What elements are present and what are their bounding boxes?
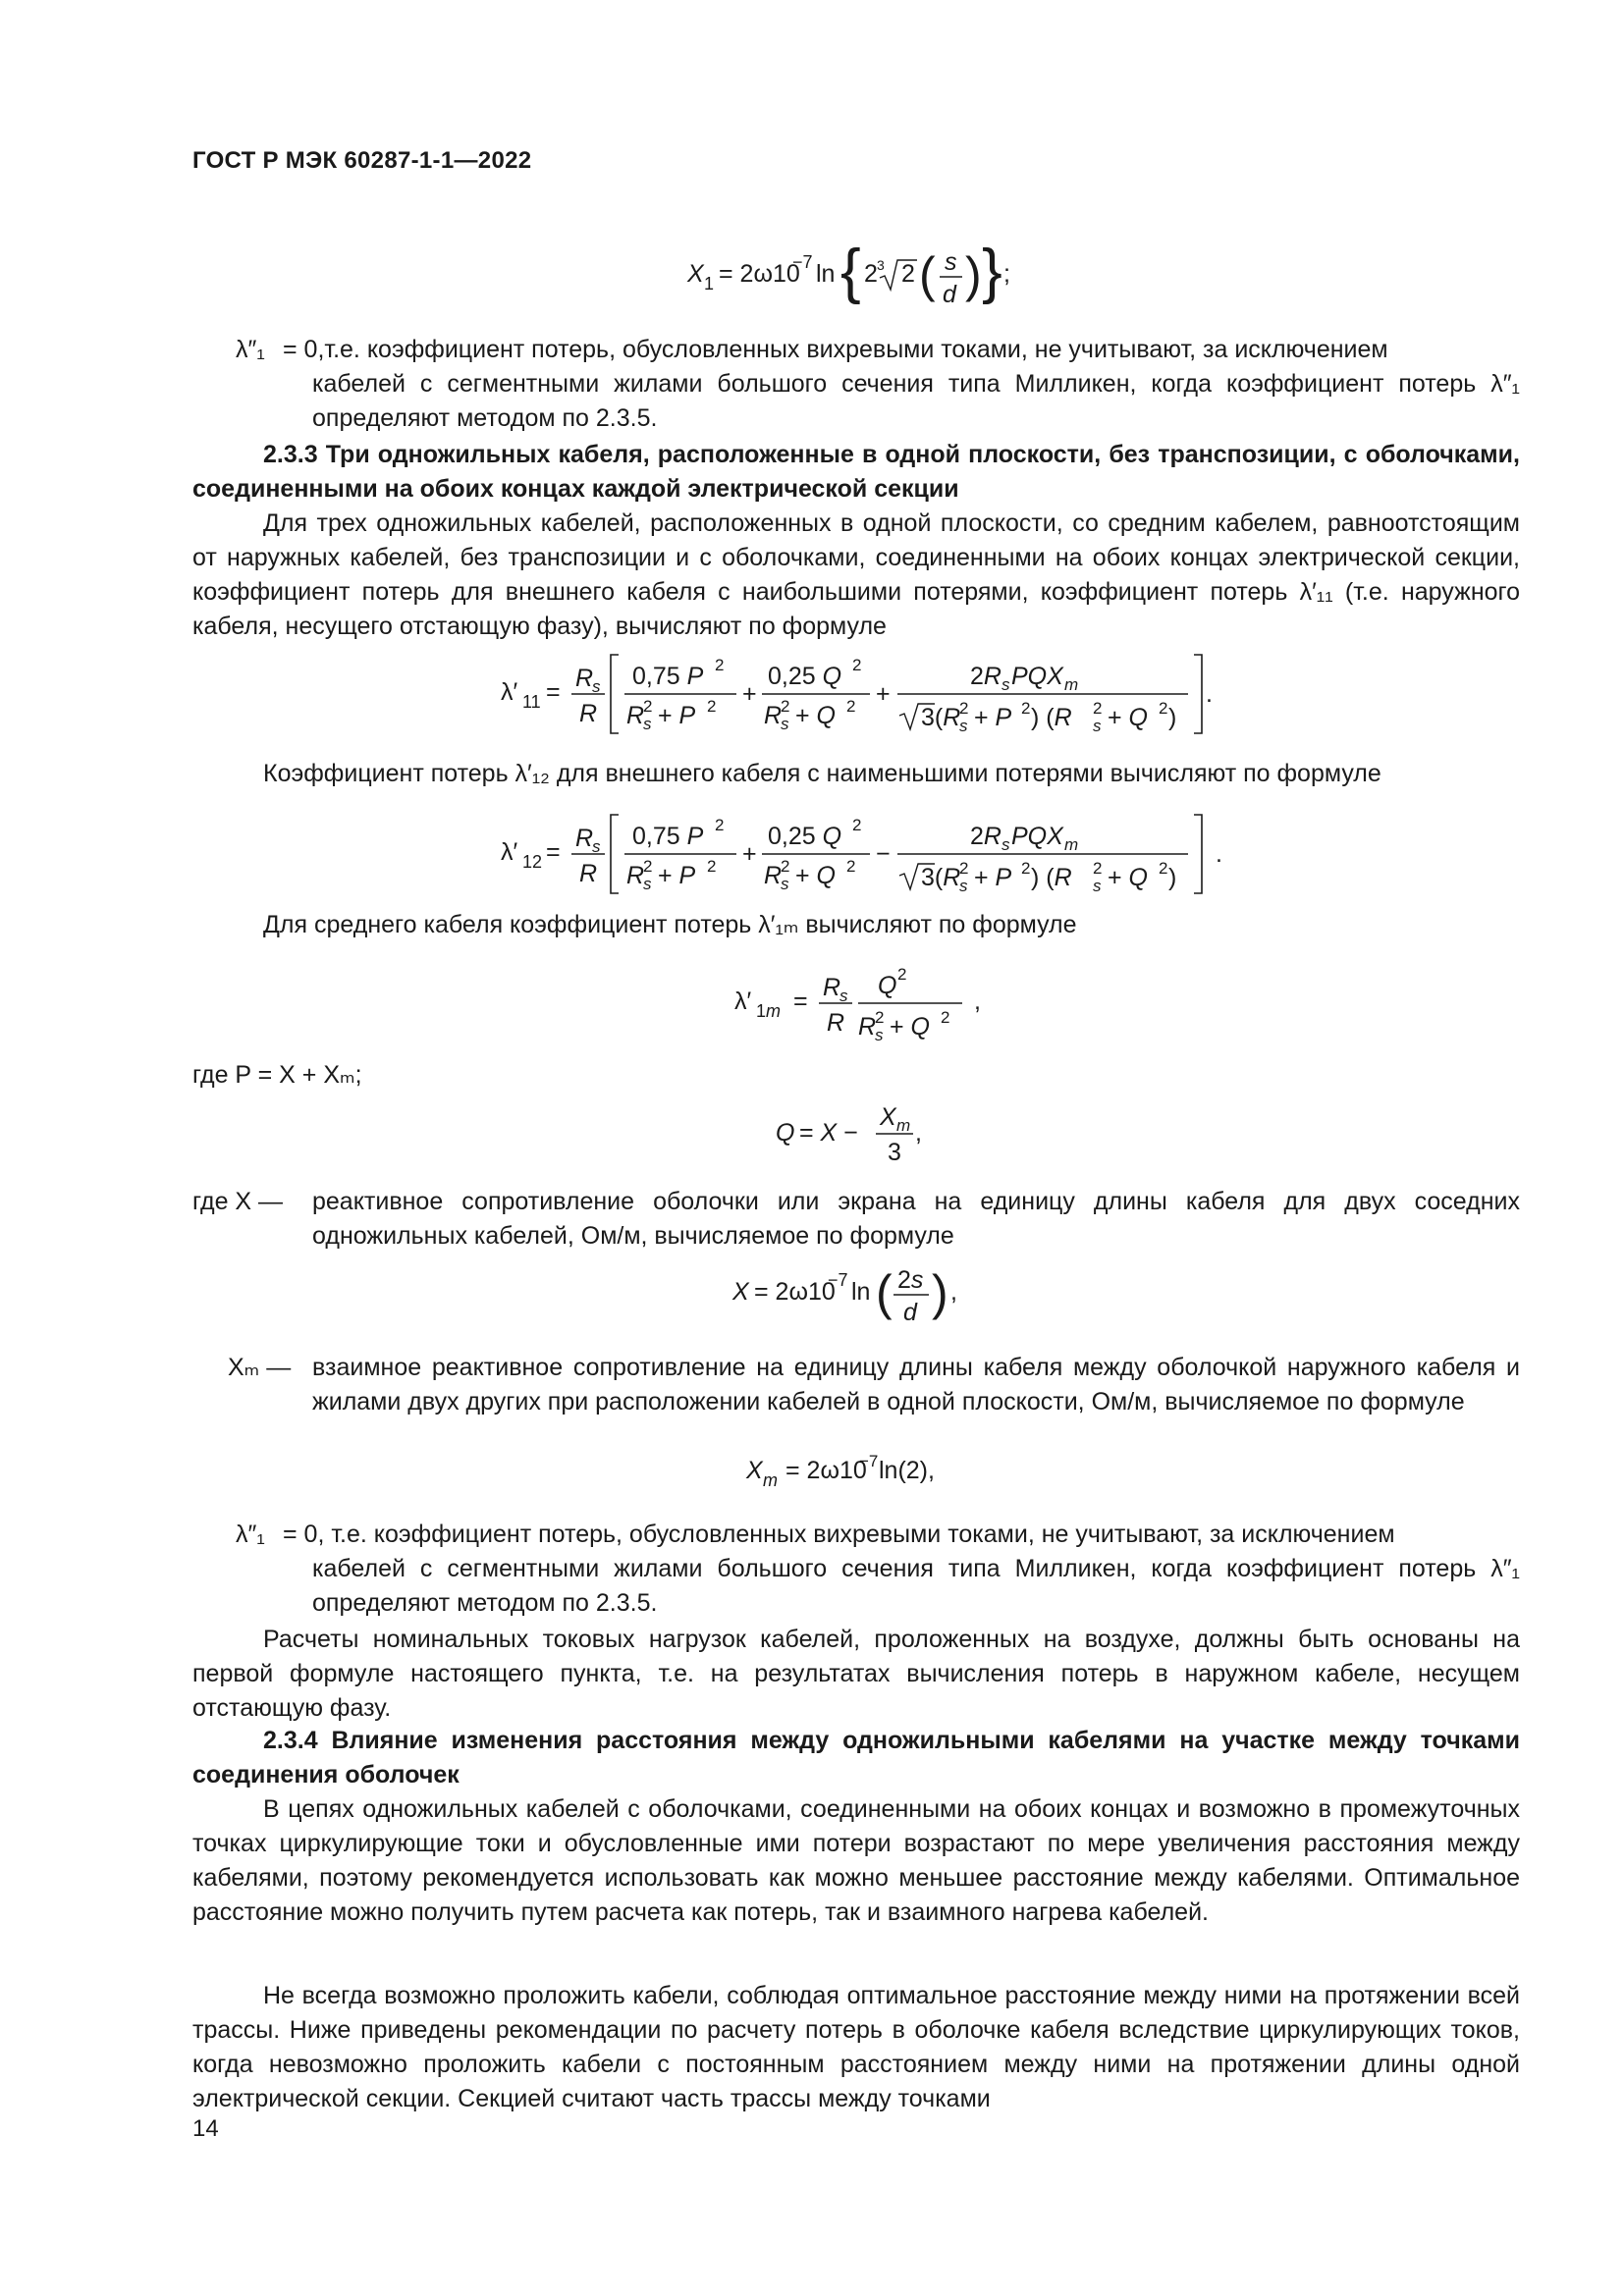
xm-text: взаимное реактивное сопротивление на единицу длины кабеля между оболочкой наружного кабеля и жилами двух других при расположении кабелей в одной плоскости, Ом/м, вычисляемое по формуле: [312, 1354, 1520, 1415]
svg-text:m: m: [763, 1470, 778, 1490]
svg-text:3: 3: [877, 257, 885, 273]
svg-text:2: 2: [941, 1008, 950, 1027]
svg-text:2: 2: [959, 859, 969, 878]
svg-text:R: R: [858, 1013, 877, 1041]
svg-text:,: ,: [950, 1278, 957, 1306]
svg-text:11: 11: [522, 692, 541, 712]
svg-text:): ): [1168, 704, 1177, 731]
svg-text:R: R: [823, 974, 841, 1001]
svg-text:PQX: PQX: [1011, 663, 1063, 690]
svg-text:s: s: [1001, 835, 1010, 854]
svg-text:=: =: [546, 838, 561, 866]
svg-text:3(R: 3(R: [921, 864, 961, 891]
svg-text:(: (: [876, 1265, 893, 1320]
svg-text:m: m: [1064, 835, 1079, 854]
svg-text:+ Q: + Q: [890, 1013, 930, 1041]
lambda1-para-a-line1: = 0,т.е. коэффициент потерь, обусловленных вихревыми токами, не учитывают, за исключением: [283, 336, 1388, 363]
svg-text:2: 2: [715, 656, 725, 674]
formula-x: [732, 1249, 988, 1337]
svg-text:s: s: [781, 875, 789, 893]
svg-text:): ): [932, 1265, 948, 1320]
svg-text:s: s: [643, 875, 652, 893]
svg-text:) (R: ) (R: [1031, 704, 1072, 731]
svg-text:λ′: λ′: [501, 678, 518, 706]
svg-text:2: 2: [781, 857, 790, 876]
svg-text:2: 2: [707, 857, 717, 876]
svg-text:s: s: [1001, 675, 1010, 694]
paragraph-234a: В цепях одножильных кабелей с оболочками, соединенными на обоих концах и возможно в промежуточных точках циркулирующие токи и обусловленные ими потери возрастают по мере увеличения расстояния между кабелями, поэтому рекомендуется использовать как можно меньшее расстояние между кабелями. Оптимальное расстояние можно получить путем расчета как потерь, так и взаимного нагрева кабелей.: [192, 1795, 1520, 1926]
svg-text:λ′: λ′: [734, 988, 752, 1015]
svg-text:) (R: ) (R: [1031, 864, 1072, 891]
svg-text:2: 2: [1093, 699, 1103, 718]
svg-text:s: s: [839, 987, 848, 1005]
svg-text:PQX: PQX: [1011, 823, 1063, 850]
svg-text:Q: Q: [776, 1119, 795, 1147]
svg-text:.: .: [1206, 680, 1213, 708]
svg-text:{: {: [840, 238, 861, 305]
paragraph-lambda1m: Для среднего кабеля коэффициент потерь λ′₁ₘ вычисляют по формуле: [263, 911, 1077, 938]
svg-text:R: R: [764, 862, 783, 889]
svg-text:s: s: [1093, 877, 1102, 895]
svg-text:R: R: [764, 702, 783, 729]
svg-text:1m: 1m: [756, 1001, 782, 1021]
svg-text:2: 2: [852, 656, 862, 674]
svg-text:2: 2: [897, 965, 907, 984]
svg-text:}: }: [982, 238, 1002, 305]
svg-text:2R: 2R: [970, 823, 1001, 850]
svg-text:R: R: [626, 702, 645, 729]
svg-text:2: 2: [1021, 699, 1031, 718]
svg-text:X: X: [880, 1103, 896, 1131]
svg-text:+ P: + P: [974, 704, 1012, 731]
svg-text:= 2ω10: = 2ω10: [785, 1457, 867, 1484]
svg-text:−7: −7: [828, 1270, 848, 1290]
where-x-label: где X —: [192, 1188, 284, 1215]
svg-text:+ Q: + Q: [1108, 864, 1148, 891]
page-number: 14: [192, 2115, 219, 2142]
svg-text:+: +: [742, 680, 757, 708]
svg-text:12: 12: [522, 852, 543, 872]
svg-text:+ P: + P: [974, 864, 1012, 891]
svg-text:,: ,: [974, 988, 981, 1015]
svg-text:+ P: + P: [658, 702, 696, 729]
where-x-text: реактивное сопротивление оболочки или экрана на единицу длины кабеля для двух соседних одножильных кабелей, Ом/м, вычисляемое по формуле: [312, 1188, 1520, 1250]
svg-text:2: 2: [707, 697, 717, 716]
formula-lambda1m: [734, 952, 990, 1050]
svg-text:2: 2: [959, 699, 969, 718]
svg-text:): ): [965, 247, 982, 302]
svg-text:Q: Q: [878, 972, 897, 999]
svg-text:2: 2: [846, 857, 856, 876]
svg-text:+ Q: + Q: [795, 702, 836, 729]
svg-text:2: 2: [781, 697, 790, 716]
svg-text:;: ;: [1003, 260, 1010, 288]
section-233-heading: 2.3.3 Три одножильных кабеля, расположенные в одной плоскости, без транспозиции, с оболочками, соединенными на обоих концах каждой электрической секции: [192, 441, 1520, 503]
lambda1-symbol-b: λ″₁: [236, 1521, 265, 1548]
svg-text:s: s: [643, 715, 652, 733]
svg-text:m: m: [896, 1116, 911, 1135]
paragraph-233: Для трех одножильных кабелей, расположенных в одной плоскости, со средним кабелем, равноотстоящим от наружных кабелей, без транспозиции и с оболочками, соединенными на обоих концах электрической секции, коэффициент потерь для внешнего кабеля с наибольшими потерями, коэффициент потерь λ′₁₁ (т.е. наружного кабеля, несущего отстающую фазу), вычисляют по формуле: [192, 509, 1520, 640]
svg-text:2: 2: [1159, 859, 1168, 878]
svg-text:0,25 Q: 0,25 Q: [768, 823, 842, 850]
formula-xm: [746, 1453, 1001, 1502]
paragraph-ratings: Расчеты номинальных токовых нагрузок кабелей, проложенных на воздухе, должны быть основаны на первой формуле настоящего пункта, т.е. на результатах вычисления потерь в наружном кабеле, несущем отстающую фазу.: [192, 1626, 1520, 1722]
svg-text:= 2ω10: = 2ω10: [754, 1278, 836, 1306]
svg-text:s: s: [875, 1026, 884, 1044]
svg-text:.: .: [1216, 840, 1222, 868]
svg-text:−: −: [876, 840, 891, 868]
svg-text:s: s: [781, 715, 789, 733]
svg-text:2: 2: [901, 260, 915, 288]
svg-text:X: X: [746, 1457, 763, 1484]
svg-text:,: ,: [915, 1119, 922, 1147]
svg-text:λ′: λ′: [501, 838, 518, 866]
lambda1-symbol-a: λ″₁: [236, 336, 265, 363]
formula-q: [776, 1090, 952, 1178]
lambda1-para-a-rest: кабелей с сегментными жилами большого сечения типа Милликен, когда коэффициент потерь λ″₁ определяют методом по 2.3.5.: [312, 370, 1520, 432]
svg-text:2: 2: [1093, 859, 1103, 878]
svg-text:s: s: [959, 717, 968, 735]
section-234-heading: 2.3.4 Влияние изменения расстояния между одножильными кабелями на участке между точками соединения оболочек: [192, 1727, 1520, 1789]
svg-text:ln: ln: [851, 1278, 871, 1306]
lambda1-para-b-line1: = 0, т.е. коэффициент потерь, обусловленных вихревыми токами, не учитывают, за исключением: [283, 1521, 1395, 1548]
svg-text:−7: −7: [859, 1452, 879, 1470]
svg-text:R: R: [579, 700, 598, 727]
svg-text:R: R: [575, 665, 594, 692]
paragraph-234b: Не всегда возможно проложить кабели, соблюдая оптимальное расстояние между ними на протяжении всей трассы. Ниже приведены рекомендации по расчету потерь в оболочке кабеля вследствие циркулирующих токов, когда невозможно проложить кабели с постоянным расстоянием между ними на протяжении длины одной электрической секции. Секцией считают часть трассы между точками: [192, 1982, 1520, 2112]
svg-text:R: R: [579, 860, 598, 887]
svg-text:−7: −7: [792, 252, 813, 272]
svg-text:X: X: [732, 1278, 749, 1306]
svg-text:ln: ln: [816, 260, 836, 288]
svg-text:X: X: [687, 260, 704, 288]
svg-text:2s: 2s: [897, 1266, 924, 1294]
svg-text:s: s: [945, 248, 957, 276]
standard-header: ГОСТ Р МЭК 60287-1-1—2022: [192, 147, 532, 174]
svg-text:R: R: [626, 862, 645, 889]
svg-text:2R: 2R: [970, 663, 1001, 690]
svg-text:=: =: [793, 988, 808, 1015]
svg-text:R: R: [827, 1009, 845, 1037]
svg-text:m: m: [1064, 675, 1079, 694]
paragraph-lambda12: Коэффициент потерь λ′₁₂ для внешнего кабеля с наименьшими потерями вычисляют по формуле: [263, 760, 1381, 787]
formula-lambda12: [501, 803, 1237, 901]
svg-text:d: d: [903, 1299, 917, 1326]
svg-text:3(R: 3(R: [921, 704, 961, 731]
svg-text:d: d: [943, 281, 956, 308]
svg-text:0,75 P: 0,75 P: [632, 823, 704, 850]
svg-text:2: 2: [643, 857, 653, 876]
formula-x1: [687, 231, 1041, 319]
svg-text:= X −: = X −: [799, 1119, 858, 1147]
formula-lambda11: [501, 643, 1237, 741]
svg-text:3: 3: [888, 1139, 901, 1166]
svg-text:2: 2: [1021, 859, 1031, 878]
svg-text:1: 1: [704, 274, 715, 294]
svg-text:0,75 P: 0,75 P: [632, 663, 704, 690]
svg-text:0,25 Q: 0,25 Q: [768, 663, 842, 690]
svg-text:+: +: [876, 680, 891, 708]
svg-text:s: s: [592, 837, 601, 856]
svg-text:2: 2: [852, 816, 862, 834]
svg-text:+ Q: + Q: [795, 862, 836, 889]
svg-text:s: s: [959, 877, 968, 895]
xm-label: Xₘ —: [228, 1354, 292, 1381]
lambda1-para-b-rest: кабелей с сегментными жилами большого сечения типа Милликен, когда коэффициент потерь λ″₁ определяют методом по 2.3.5.: [312, 1555, 1520, 1617]
svg-text:2: 2: [1159, 699, 1168, 718]
svg-text:=: =: [546, 678, 561, 706]
svg-text:2: 2: [643, 697, 653, 716]
svg-text:2: 2: [846, 697, 856, 716]
svg-text:+ Q: + Q: [1108, 704, 1148, 731]
svg-text:s: s: [592, 677, 601, 696]
svg-text:): ): [1168, 864, 1177, 891]
svg-text:(: (: [919, 247, 936, 302]
svg-text:s: s: [1093, 717, 1102, 735]
svg-text:+: +: [742, 840, 757, 868]
svg-text:= 2ω10: = 2ω10: [719, 260, 800, 288]
where-p: где P = X + Xₘ;: [192, 1061, 362, 1089]
svg-text:2: 2: [875, 1008, 885, 1027]
svg-text:2: 2: [715, 816, 725, 834]
svg-text:2: 2: [864, 260, 878, 288]
svg-text:+ P: + P: [658, 862, 696, 889]
svg-text:R: R: [575, 825, 594, 852]
svg-text:ln(2),: ln(2),: [879, 1457, 935, 1484]
